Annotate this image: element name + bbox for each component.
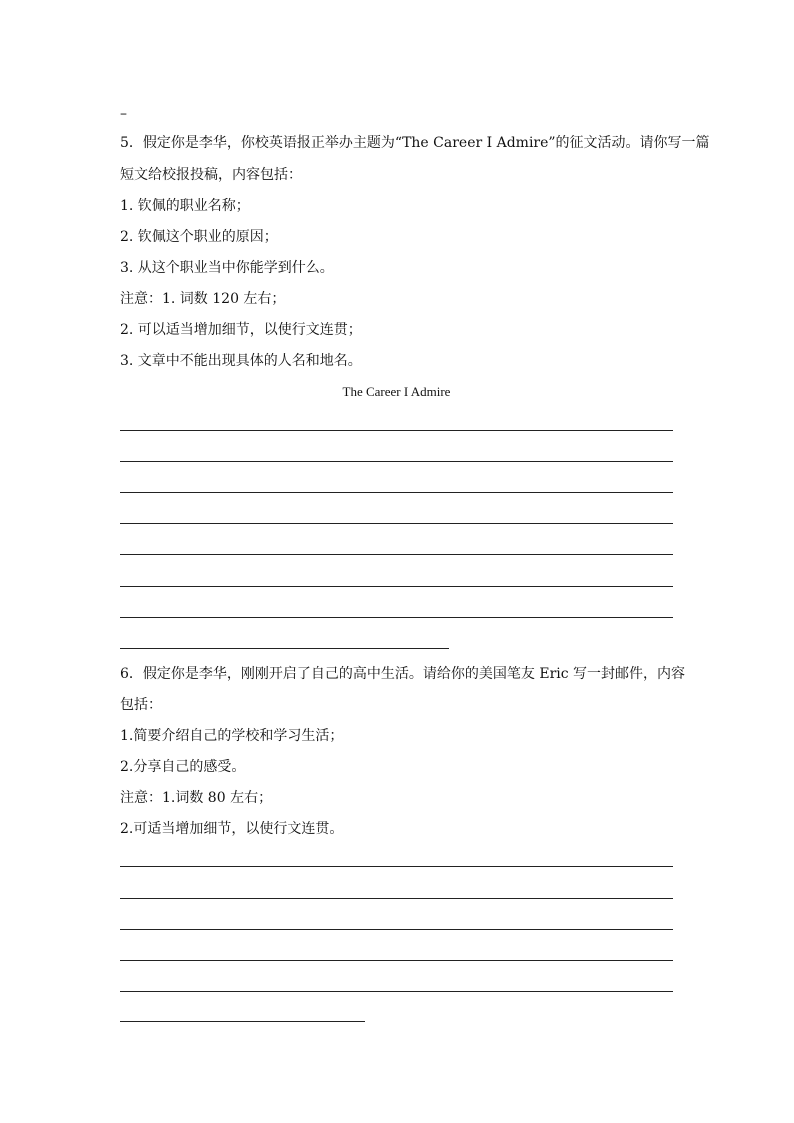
q5-item-1: 1. 钦佩的职业名称； bbox=[120, 198, 250, 214]
q5-note-3: 3. 文章中不能出现具体的人名和地名。 bbox=[120, 353, 362, 369]
q6-note-2: 2.可适当增加细节，以使行文连贯。 bbox=[120, 821, 344, 837]
q6-prompt-line1: 6．假定你是李华，刚刚开启了自己的高中生活。请给你的美国笔友 Eric 写一封邮件，内容 bbox=[120, 666, 686, 682]
q5-item-2: 2. 钦佩这个职业的原因； bbox=[120, 229, 278, 245]
q5-answer-line[interactable] bbox=[120, 492, 673, 493]
q5-answer-line[interactable] bbox=[120, 617, 673, 618]
q5-item-3: 3. 从这个职业当中你能学到什么。 bbox=[120, 260, 334, 276]
stray-mark: – bbox=[120, 106, 127, 122]
q5-answer-line[interactable] bbox=[120, 461, 673, 462]
q5-prompt-line1: 5．假定你是李华，你校英语报正举办主题为“The Career I Admire”的征文活动。请你写一篇 bbox=[120, 135, 710, 151]
q6-answer-line[interactable] bbox=[120, 929, 673, 930]
q5-answer-line-short[interactable] bbox=[120, 648, 449, 649]
q5-answer-line[interactable] bbox=[120, 554, 673, 555]
q5-essay-title: The Career I Admire bbox=[342, 384, 451, 399]
q6-prompt-line2: 包括： bbox=[120, 697, 162, 713]
q5-note-2: 2. 可以适当增加细节，以使行文连贯； bbox=[120, 322, 362, 338]
q6-item-1: 1.简要介绍自己的学校和学习生活； bbox=[120, 728, 344, 744]
q5-answer-line[interactable] bbox=[120, 523, 673, 524]
q5-note-1: 注意：1. 词数 120 左右； bbox=[120, 291, 286, 307]
q6-answer-line[interactable] bbox=[120, 960, 673, 961]
q6-answer-line[interactable] bbox=[120, 898, 673, 899]
q6-note-1: 注意：1.词数 80 左右； bbox=[120, 790, 273, 806]
q5-answer-line[interactable] bbox=[120, 430, 673, 431]
q6-answer-line-short[interactable] bbox=[120, 1021, 365, 1022]
q6-answer-line[interactable] bbox=[120, 866, 673, 867]
q6-item-2: 2.分享自己的感受。 bbox=[120, 759, 246, 775]
q5-prompt-line2: 短文给校报投稿，内容包括： bbox=[120, 167, 302, 183]
q6-answer-line[interactable] bbox=[120, 991, 673, 992]
q5-answer-line[interactable] bbox=[120, 586, 673, 587]
